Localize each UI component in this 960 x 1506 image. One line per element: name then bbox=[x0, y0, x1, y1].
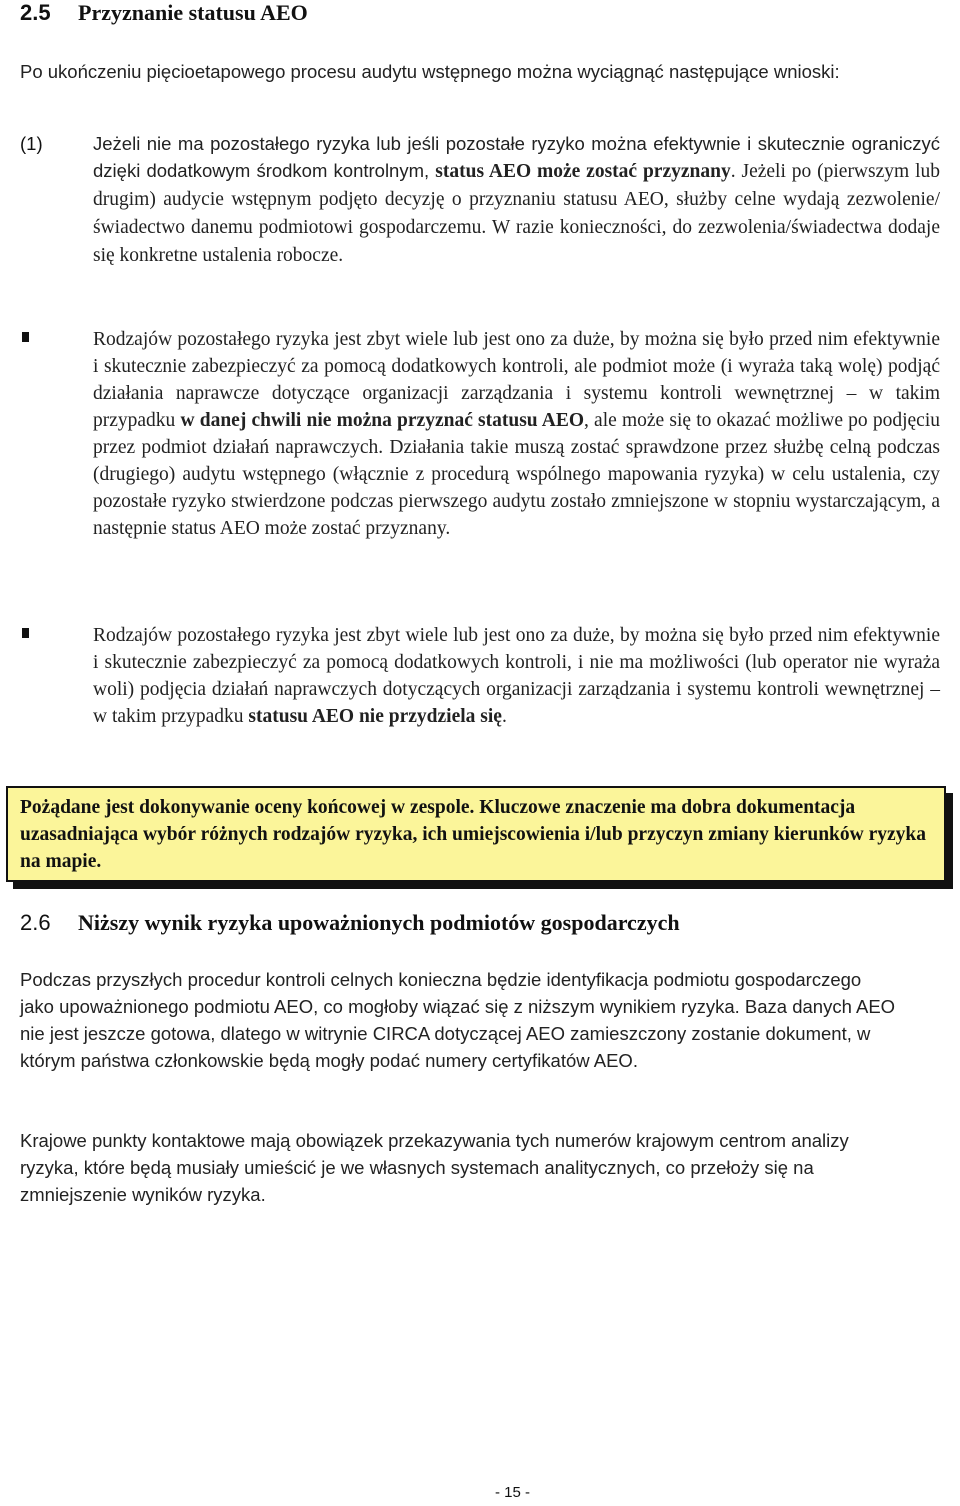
numbered-item-1 bbox=[20, 130, 940, 269]
item-bold-text: status AEO może zostać przyznany bbox=[435, 161, 731, 182]
bullet-bold-text: statusu AEO nie przydziela się bbox=[248, 706, 502, 727]
item-body bbox=[93, 130, 940, 269]
bullet-text-b: , ale może się to okazać możliwe po podjęciu przez podmiot działań naprawczych. Działania takie muszą zostać sprawdzone przez służbę celną podczas (drugiego) audytu wstępnego (włącznie z procedurą wspólnego mapowania ryzyka) w celu ustalenia, czy pozostałe ryzyko stwierdzone podczas pierwszego audytu zostało zmniejszone w stopniu wystarczającym, a następnie status AEO może zostać przyznany. bbox=[93, 410, 940, 539]
bullet-text-a: Rodzajów pozostałego ryzyka jest zbyt wiele lub jest ono za duże, by można się było przed nim efektywnie i skutecznie zabezpieczyć za pomocą dodatkowych kontroli, ale podmiot może (i wyraża taką wolę) podjąć działania naprawcze dotyczące organizacji zarządzania i systemu kontroli wewnętrznej – w takim przypadku bbox=[93, 329, 940, 431]
square-bullet-icon bbox=[22, 332, 29, 342]
bullet-item-2 bbox=[20, 622, 940, 730]
item-marker: (1) bbox=[20, 133, 43, 154]
item-text-b: . Jeżeli po (pierwszym lub drugim) audycie wstępnym podjęto decyzję o przyznaniu statusu AEO, służby celne wydają zezwolenie/świadectwo danemu podmiotowi gospodarczemu. W razie konieczności, do zezwolenia/świadectwa dodaje się konkretne ustalenia robocze. bbox=[93, 161, 940, 266]
bullet-body bbox=[93, 622, 940, 730]
item-text-a: Jeżeli nie ma pozostałego ryzyka lub jeśli pozostałe ryzyko można efektywnie i skutecznie ograniczyć dzięki dodatkowym środkom kontrolnym, bbox=[93, 133, 940, 181]
highlight-note-box bbox=[6, 786, 946, 882]
bullet-text-b: . bbox=[501, 706, 507, 727]
paragraph-2: Krajowe punkty kontaktowe mają obowiązek przekazywania tych numerów krajowym centrom analizy ryzyka, które będą musiały umieścić je we własnych systemach analitycznych, co przełoży się na zmniejszenie wyników ryzyka. bbox=[20, 1130, 849, 1205]
section-number: 2.5 bbox=[20, 0, 51, 25]
bullet-bold-text: w danej chwili nie można przyznać statusu AEO bbox=[180, 410, 584, 431]
page-number: - 15 - bbox=[494, 1484, 530, 1501]
section-heading-2-5 bbox=[20, 0, 308, 26]
section-heading-2-6 bbox=[20, 910, 680, 936]
note-text: Pożądane jest dokonywanie oceny końcowej w zespole. Kluczowe znaczenie ma dobra dokumentacja uzasadniająca wybór różnych rodzajów ryzyka, ich umiejscowienia i/lub przyczyn zmiany kierunków ryzyka na mapie. bbox=[20, 797, 927, 872]
bullet-text-a: Rodzajów pozostałego ryzyka jest zbyt wiele lub jest ono za duże, by można się było przed nim efektywnie i skutecznie zabezpieczyć za pomocą dodatkowych kontroli, i nie ma możliwości (lub operator nie wyraża woli) podjęcia działań naprawczych dotyczących organizacji zarządzania i systemu kontroli wewnętrznej – w takim przypadku bbox=[93, 625, 940, 727]
section-title: Niższy wynik ryzyka upoważnionych podmiotów gospodarczych bbox=[78, 910, 680, 935]
section-title: Przyznanie statusu AEO bbox=[78, 0, 308, 25]
intro-paragraph: Po ukończeniu pięcioetapowego procesu audytu wstępnego można wyciągnąć następujące wnioski: bbox=[20, 61, 840, 82]
bullet-body bbox=[93, 326, 940, 542]
page-footer bbox=[0, 1484, 960, 1501]
paragraph-1: Podczas przyszłych procedur kontroli celnych konieczna będzie identyfikacja podmiotu gospodarczego jako upoważnionego podmiotu AEO, co mogłoby wiązać się z niższym wynikiem ryzyka. Baza danych AEO nie jest jeszcze gotowa, dlatego w witrynie CIRCA dotyczącej AEO zamieszczony zostanie dokument, w którym państwa członkowskie będą mogły podać numery certyfikatów AEO. bbox=[20, 969, 896, 1071]
square-bullet-icon bbox=[22, 628, 29, 638]
section-number: 2.6 bbox=[20, 910, 51, 935]
bullet-item-1 bbox=[20, 326, 940, 542]
